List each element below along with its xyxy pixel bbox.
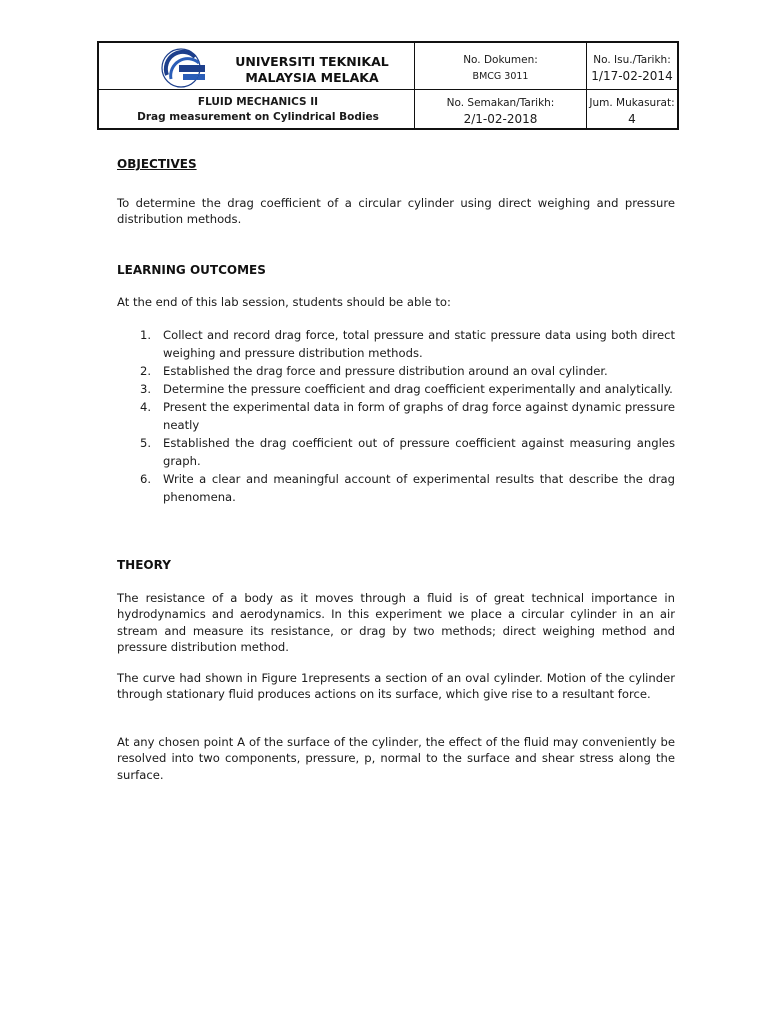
list-item: 3. Determine the pressure coefficient and drag coefficient experimentally and analytically. [140, 382, 673, 396]
list-item: 2. Established the drag force and pressure distribution around an oval cylinder. [140, 364, 608, 378]
theory-paragraph-2: The curve had shown in Figure 1represents a section of an oval cylinder. Motion of the cylinder through stationary fluid produces actions on its surface, which give rise to a resultant force. [117, 671, 675, 702]
list-item: 6. Write a clear and meaningful account of experimental results that describe the drag phenomena. [140, 472, 675, 504]
course-name: FLUID MECHANICS II [197, 96, 319, 108]
pages-value: 4 [628, 112, 636, 126]
doc-no-label: No. Dokumen: [463, 54, 538, 66]
university-name [217, 54, 407, 86]
theory-heading: THEORY [117, 558, 171, 572]
learning-outcomes-intro: At the end of this lab session, students should be able to: [117, 295, 451, 309]
learning-outcomes-heading: LEARNING OUTCOMES [117, 263, 266, 277]
learning-outcomes-list [140, 326, 675, 506]
document-header-table [97, 41, 679, 130]
doc-no-value: BMCG 3011 [472, 71, 529, 82]
list-item: 1. Collect and record drag force, total pressure and static pressure data using both direct weighing and pressure distribution methods. [140, 328, 675, 360]
course-subtitle: Drag measurement on Cylindrical Bodies [137, 111, 379, 123]
university-line1: UNIVERSITI TEKNIKAL [235, 54, 389, 69]
university-line2: MALAYSIA MELAKA [245, 70, 379, 85]
objectives-text: To determine the drag coefficient of a circular cylinder using direct weighing and pressure distribution methods. [117, 196, 675, 227]
list-item: 5. Established the drag coefficient out of pressure coefficient against measuring angles graph. [140, 436, 675, 468]
theory-paragraph-1: The resistance of a body as it moves through a fluid is of great technical importance in hydrodynamics and aerodynamics. In this experiment we place a circular cylinder in an air stream and measure its resistance, or drag by two methods; direct weighing method and pressure distribution method. [117, 591, 675, 654]
list-item: 4. Present the experimental data in form of graphs of drag force against dynamic pressure neatly [140, 400, 675, 432]
course-title-block [99, 95, 417, 125]
issue-value: 1/17-02-2014 [591, 69, 673, 83]
pages-label: Jum. Mukasurat: [589, 97, 675, 109]
revision-label: No. Semakan/Tarikh: [446, 97, 555, 109]
university-logo [159, 47, 217, 89]
objectives-heading: OBJECTIVES [117, 157, 197, 171]
revision-value: 2/1-02-2018 [463, 112, 538, 126]
issue-label: No. Isu./Tarikh: [593, 54, 671, 66]
theory-paragraph-3: At any chosen point A of the surface of the cylinder, the effect of the fluid may conveniently be resolved into two components, pressure, p, normal to the surface and shear stress along the surface. [117, 735, 675, 782]
